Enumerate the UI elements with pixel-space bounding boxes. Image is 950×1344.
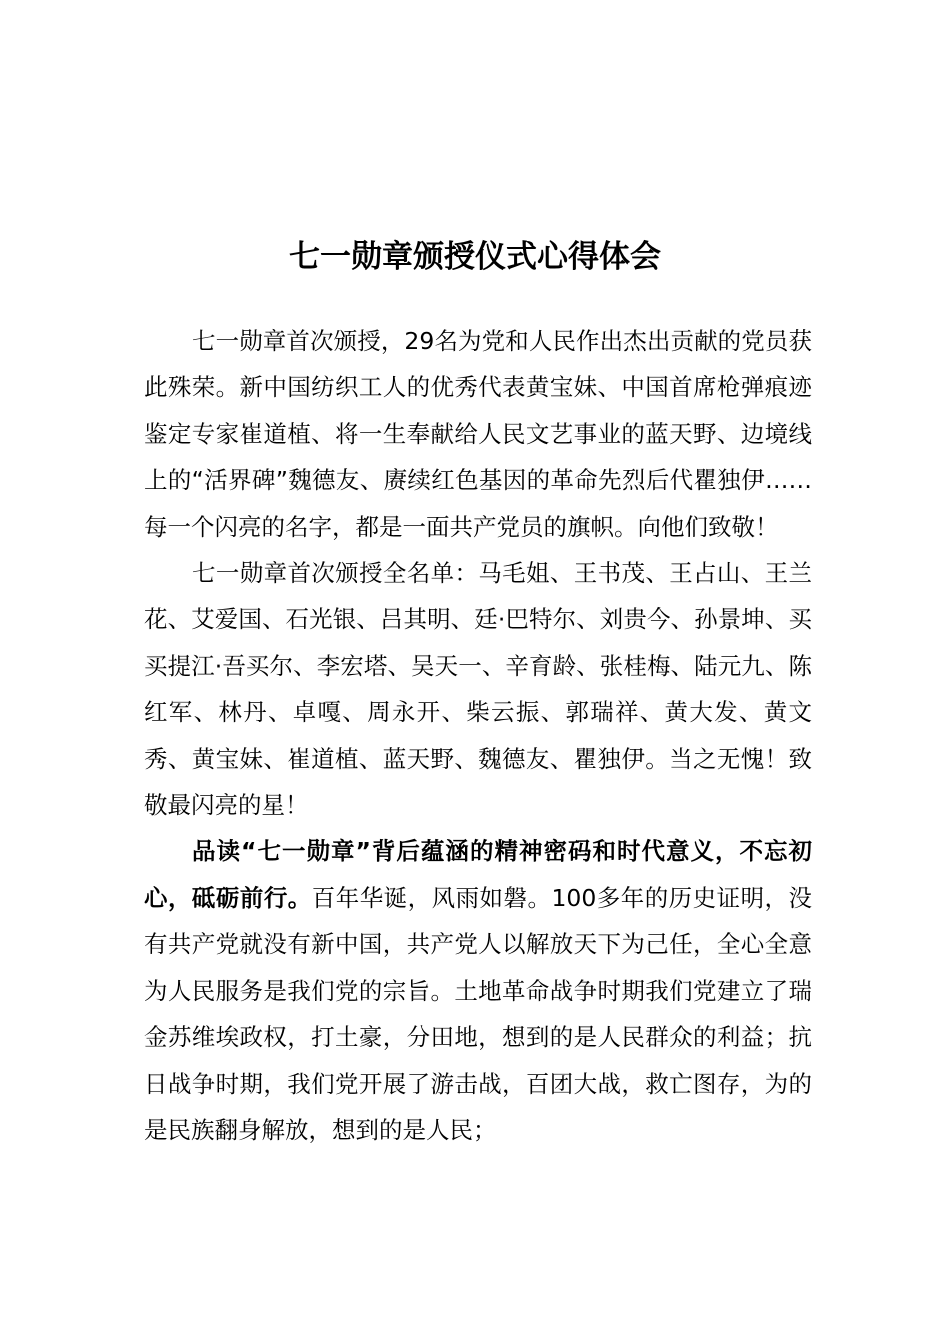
paragraph-name-list-text: 七一勋章首次颁授全名单：马毛姐、王书茂、王占山、王兰花、艾爱国、石光银、吕其明、廷·巴特尔、刘贵今、孙景坤、买买提江·吾买尔、李宏塔、吴天一、辛育龄、张桂梅、陆元九、陈红军、林丹、卓嘎、周永开、柴云振、郭瑞祥、黄大发、黄文秀、黄宝妹、崔道植、蓝天野、魏德友、瞿独伊。当之无愧！致敬最闪亮的星！ [144,559,812,820]
paragraph-intro [144,318,812,550]
paragraph-reflection [144,828,812,1153]
document-title: 七一勋章颁授仪式心得体会 [289,239,661,275]
paragraph-name-list [144,550,812,828]
paragraph-reflection-heading: 品读“七一勋章”背后蕴涵的精神密码和时代意义，不忘初心，砥砺前行。 [144,837,812,912]
document-body [144,318,812,1153]
paragraph-reflection-text: 百年华诞，风雨如磐。100多年的历史证明，没有共产党就没有新中国，共产党人以解放天下为己任，全心全意为人民服务是我们党的宗旨。土地革命战争时期我们党建立了瑞金苏维埃政权，打土豪，分田地，想到的是人民群众的利益；抗日战争时期，我们党开展了游击战，百团大战，救亡图存，为的是民族翻身解放，想到的是人民； [144,883,813,1144]
paragraph-intro-text: 七一勋章首次颁授，29名为党和人民作出杰出贡献的党员获此殊荣。新中国纺织工人的优秀代表黄宝妹、中国首席枪弹痕迹鉴定专家崔道植、将一生奉献给人民文艺事业的蓝天野、边境线上的“活界碑”魏德友、赓续红色基因的革命先烈后代瞿独伊……每一个闪亮的名字，都是一面共产党员的旗帜。向他们致敬！ [144,327,812,541]
